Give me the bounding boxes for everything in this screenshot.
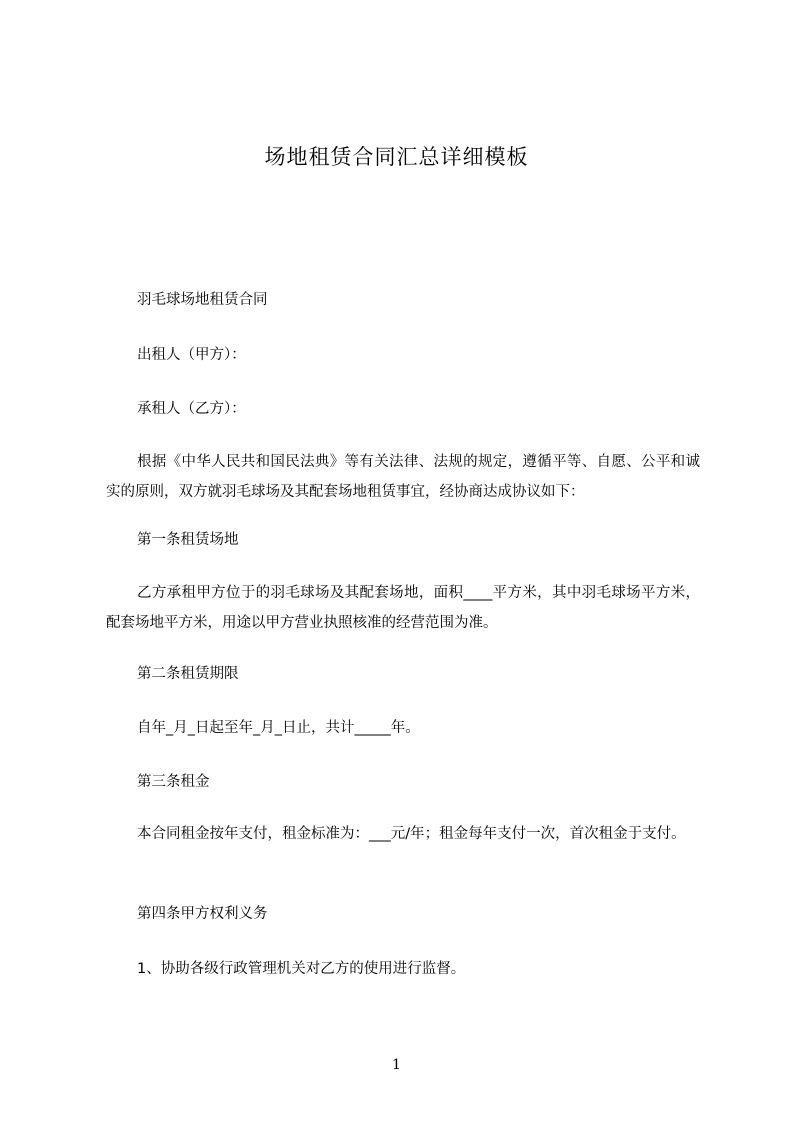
article-2-heading: 第二条租赁期限 <box>137 666 239 682</box>
lessor-line: 出租人（甲方）： <box>137 347 246 363</box>
document-title: 场地租赁合同汇总详细模板 <box>264 145 529 169</box>
preamble-paragraph: 根据《中华人民共和国民法典》等有关法律、法规的规定，遵循平等、自愿、公平和诚实的原则，双方就羽毛球场及其配套场地租赁事宜，经协商达成协议如下： <box>106 454 700 500</box>
article-2-body: 自年_月_日起至年_月_日止，共计_____年。 <box>137 720 420 736</box>
article-3-heading: 第三条租金 <box>137 774 210 790</box>
contract-subtitle: 羽毛球场地租赁合同 <box>137 292 268 308</box>
page-number: 1 <box>392 1057 401 1073</box>
lessee-line: 承租人（乙方）： <box>137 401 246 417</box>
article-1-heading: 第一条租赁场地 <box>137 532 239 548</box>
article-4-item-1: 1、协助各级行政管理机关对乙方的使用进行监督。 <box>137 961 466 977</box>
article-3-body: 本合同租金按年支付，租金标准为：___元/年；租金每年支付一次，首次租金于支付。 <box>137 826 686 842</box>
article-1-body: 乙方承租甲方位于的羽毛球场及其配套场地，面积____平方米，其中羽毛球场平方米，配套场地平方米，用途以甲方营业执照核准的经营范围为准。 <box>106 585 700 631</box>
article-4-heading: 第四条甲方权利义务 <box>137 906 268 922</box>
